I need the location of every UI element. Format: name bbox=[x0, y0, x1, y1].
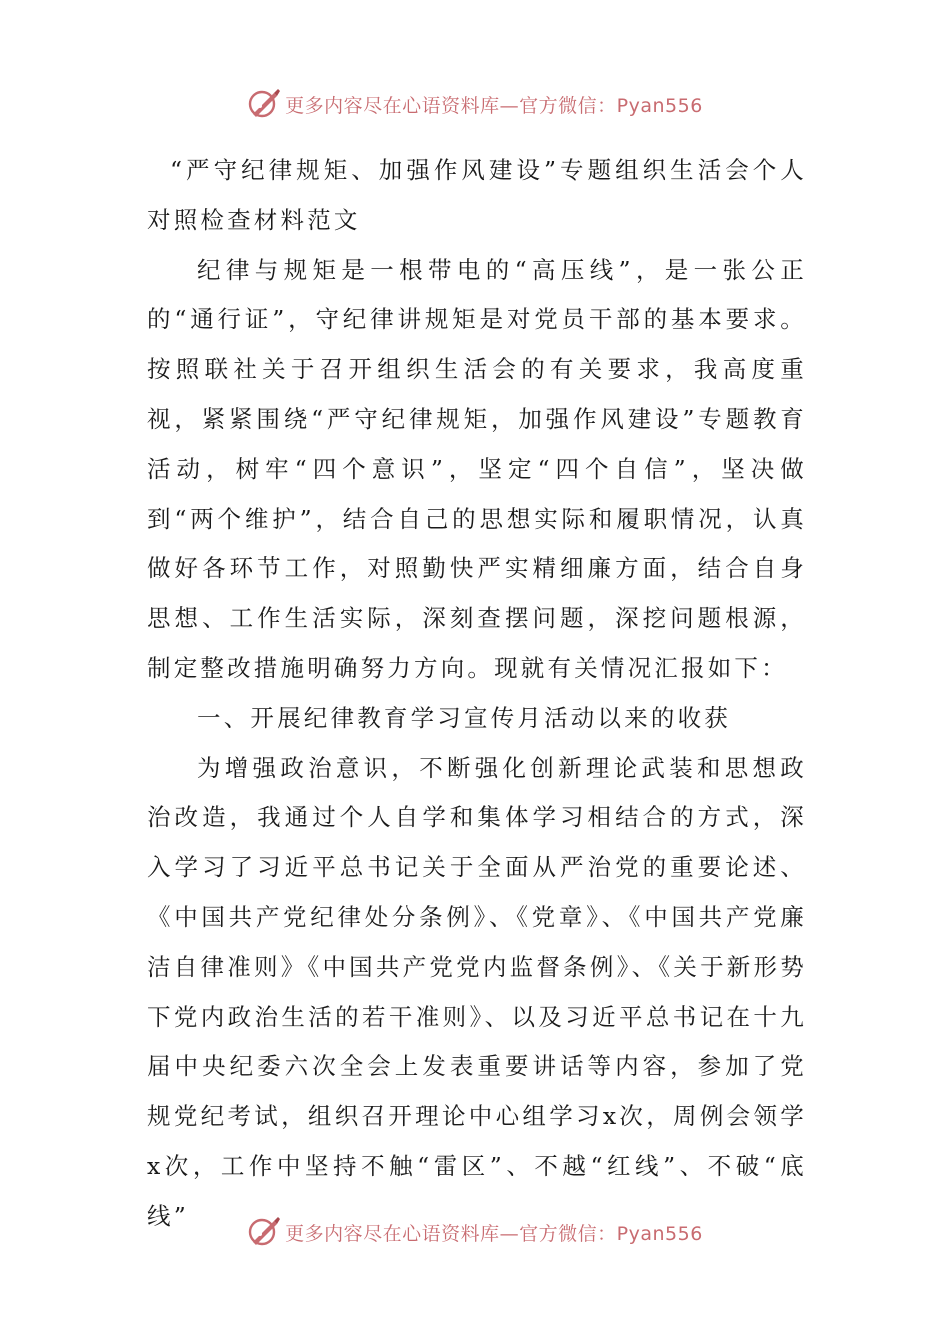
watermark-header bbox=[0, 84, 950, 124]
paragraph-intro: 纪律与规矩是一根带电的“高压线”，是一张公正的“通行证”，守纪律讲规矩是对党员干部的基本要求。按照联社关于召开组织生活会的有关要求，我高度重视，紧紧围绕“严守纪律规矩，加强作风建设”专题教育活动，树牢“四个意识”，坚定“四个自信”，坚决做到“两个维护”，结合自己的思想实际和履职情况，认真做好各环节工作，对照勤快严实精细廉方面，结合自身思想、工作生活实际，深刻查摆问题，深挖问题根源，制定整改措施明确努力方向。现就有关情况汇报如下： bbox=[147, 255, 807, 682]
section-heading-1: 一、开展纪律教育学习宣传月活动以来的收获 bbox=[197, 703, 731, 732]
paragraph-section-1: 为增强政治意识，不断强化创新理论武装和思想政治改造，我通过个人自学和集体学习相结合的方式，深入学习了习近平总书记关于全面从严治党的重要论述、《中国共产党纪律处分条例》、《党章》、《中国共产党廉洁自律准则》《中国共产党党内监督条例》、《关于新形势下党内政治生活的若干准则》、以及习近平总书记在十九届中央纪委六次全会上发表重要讲话等内容，参加了党规党纪考试，组织召开理论中心组学习x次，周例会领学x次，工作中坚持不触“雷区”、不越“红线”、不破“底线” bbox=[147, 753, 807, 1230]
document-body bbox=[147, 146, 807, 1242]
pen-logo-icon bbox=[247, 87, 281, 121]
watermark-text: 更多内容尽在心语资料库—官方微信：Pyan556 bbox=[285, 94, 703, 117]
document-title: “严守纪律规矩、加强作风建设”专题组织生活会个人对照检查材料范文 bbox=[147, 156, 807, 234]
watermark-wechat-id: Pyan556 bbox=[616, 94, 703, 117]
pen-logo-icon bbox=[247, 1215, 281, 1249]
watermark-wechat-id: Pyan556 bbox=[616, 1222, 703, 1245]
watermark-text: 更多内容尽在心语资料库—官方微信：Pyan556 bbox=[285, 1222, 703, 1245]
watermark-footer bbox=[0, 1212, 950, 1252]
